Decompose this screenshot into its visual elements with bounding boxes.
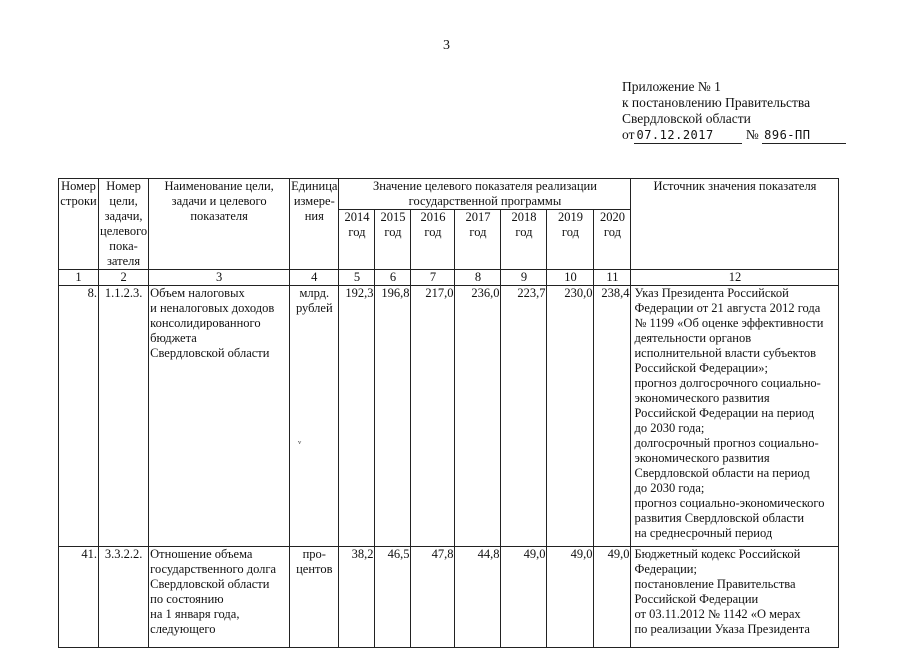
column-number: 5 [339,270,375,286]
column-number: 4 [290,270,339,286]
header-year: 2014 год [339,210,375,270]
indicator-name [149,286,290,547]
value-2018: 223,7 [501,286,547,547]
value-2016: 47,8 [411,547,455,648]
goal-number: 3.3.2.2. [99,547,149,648]
from-label: от [622,127,635,142]
indicator-name [149,547,290,648]
column-number: 10 [547,270,594,286]
value-2015: 46,5 [375,547,411,648]
table-header-row [59,179,839,210]
row-number: 8. [59,286,99,547]
value-2017: 236,0 [455,286,501,547]
value-2019: 230,0 [547,286,594,547]
text-line: Свердловской области [150,577,270,591]
value-2015: 196,8 [375,286,411,547]
column-number: 12 [631,270,839,286]
header-year: 2018 год [501,210,547,270]
text-line: долгосрочный прогноз социально- [634,436,819,450]
text-line: Отношение объема [150,547,253,561]
header-year: 2019 год [547,210,594,270]
text-line: прогноз долгосрочного социально- [634,376,821,390]
table-row [59,286,839,547]
appendix-date-line [622,127,846,144]
column-number: 3 [149,270,290,286]
header-year: 2020 год [594,210,631,270]
page-number: 3 [443,38,450,53]
column-number: 2 [99,270,149,286]
value-2014: 192,3 [339,286,375,547]
value-2017: 44,8 [455,547,501,648]
text-line: экономического развития [634,391,770,405]
column-number: 8 [455,270,501,286]
indicator-source [631,286,839,547]
text-line: Российской Федерации»; [634,361,768,375]
column-number: 9 [501,270,547,286]
table-row [59,547,839,648]
column-numbers-row [59,270,839,286]
unit [290,547,339,648]
value-2020: 49,0 [594,547,631,648]
indicator-source [631,547,839,648]
text-line: Российской Федерации [634,592,759,606]
text-line: прогноз социально-экономического [634,496,825,510]
text-line: Бюджетный кодекс Российской [634,547,801,561]
text-line: государственного долга [150,562,277,576]
scan-mark: ᵛ [298,438,302,450]
text-line: исполнительной власти субъектов [634,346,817,360]
text-line: Свердловской области [150,346,270,360]
text-line: развития Свердловской области [634,511,805,525]
text-line: Объем налоговых [150,286,245,300]
column-number: 7 [411,270,455,286]
text-line: и неналоговых доходов [150,301,275,315]
value-2016: 217,0 [411,286,455,547]
value-2018: 49,0 [501,547,547,648]
text-line: млрд. [299,286,330,300]
text-line: до 2030 года; [634,481,705,495]
header-year: 2016 год [411,210,455,270]
text-line: Российской Федерации на период [634,406,815,420]
text-line: про- [302,547,326,561]
value-2020: 238,4 [594,286,631,547]
text-line: на среднесрочный период [634,526,773,540]
text-line: до 2030 года; [634,421,705,435]
text-line: экономического развития [634,451,770,465]
row-number: 41. [59,547,99,648]
header-goal-no: Номер цели, задачи, целевого пока-зателя [100,179,148,268]
header-values-group: Значение целевого показателя реализации государственной программы [339,179,631,210]
header-source: Источник значения показателя [631,179,839,270]
value-2014: 38,2 [339,547,375,648]
text-line: № 1199 «Об оценке эффективности [634,316,824,330]
text-line: постановление Правительства [634,577,796,591]
text-line: Федерации; [634,562,697,576]
appendix-region: Свердловской области [622,111,751,126]
appendix-block [622,79,846,144]
text-line: рублей [295,301,333,315]
text-line: от 03.11.2012 № 1142 «О мерах [634,607,801,621]
column-number: 1 [59,270,99,286]
header-row-no: Номер строки [59,179,99,270]
text-line: Свердловской области на период [634,466,810,480]
text-line: бюджета [150,331,197,345]
resolution-number: 896-ПП [762,127,846,144]
appendix-resolution: к постановлению Правительства [622,95,811,110]
text-line: следующего [150,622,216,636]
text-line: Указ Президента Российской [634,286,789,300]
resolution-date: 07.12.2017 [634,127,742,144]
text-line: Федерации от 21 августа 2012 года [634,301,821,315]
goal-number: 1.1.2.3. [99,286,149,547]
header-unit: Единица измере-ния [290,179,339,270]
number-label: № [745,127,759,142]
text-line: на 1 января года, [150,607,240,621]
header-year: 2015 год [375,210,411,270]
text-line: по состоянию [150,592,224,606]
value-2019: 49,0 [547,547,594,648]
text-line: консолидированного [150,316,261,330]
appendix-title: Приложение № 1 [622,79,721,94]
header-name: Наименование цели, задачи и целевого показателя [149,179,290,270]
text-line: по реализации Указа Президента [634,622,810,636]
text-line: центов [296,562,333,576]
unit [290,286,339,547]
indicators-table [58,178,839,648]
column-number: 6 [375,270,411,286]
text-line: деятельности органов [634,331,752,345]
column-number: 11 [594,270,631,286]
header-year: 2017 год [455,210,501,270]
